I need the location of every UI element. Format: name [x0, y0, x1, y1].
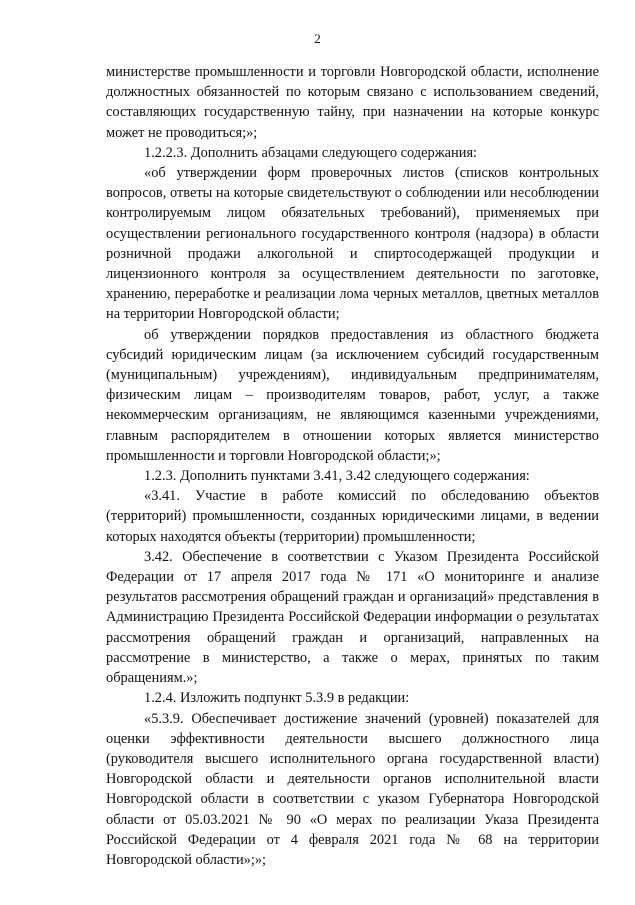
paragraph-clause-1-2-3: 1.2.3. Дополнить пунктами 3.41, 3.42 следующего содержания:: [144, 468, 530, 485]
paragraph-clause-1-2-4: 1.2.4. Изложить подпункт 5.3.9 в редакции:: [144, 690, 410, 707]
paragraph-item-5-3-9: «5.3.9. Обеспечивает достижение значений (уровней) показателей для оценки эффективности деятельности высшего должностного лица (руководителя высшего исполнительного органа государственной власти) Новгородской области и деятельности органов исполнительной власти Новгородской области в соответствии с указом Губернатора Новгородской области от 05.03.2021 № 90 «О мерах по реализации Указа Президента Российской Федерации от 4 февраля 2021 года № 68 на территории Новгородской области»;»;: [106, 710, 599, 868]
paragraph-item-3-41: «3.41. Участие в работе комиссий по обследованию объектов (территорий) промышленности, созданных юридическими лицами, в ведении которых находятся объекты (территории) промышленности;: [106, 488, 599, 545]
paragraph-item-3-42: 3.42. Обеспечение в соответствии с Указом Президента Российской Федерации от 17 апреля 2017 года № 171 «О мониторинге и анализе результатов рассмотрения обращений граждан и организаций» представления в Администрацию Президента Российской Федерации информации о результатах рассмотрения обращений граждан и организаций, направленных на рассмотрение в министерство, а также о мерах, принятых по таким обращениям.»;: [106, 548, 599, 687]
document-body: [106, 62, 599, 870]
page-number: 2: [314, 31, 321, 46]
paragraph-clause-1-2-2-3: 1.2.2.3. Дополнить абзацами следующего содержания:: [144, 144, 478, 161]
paragraph-checklist-forms: «об утверждении форм проверочных листов (списков контрольных вопросов, ответы на которые свидетельствуют о соблюдении или несоблюдении контролируемым лицом обязательных требований), применяемых при осуществлении регионального государственного контроля (надзора) в области розничной продажи алкогольной и спиртосодержащей продукции и лицензионного контроля за осуществлением деятельности по заготовке, хранению, переработке и реализации лома черных металлов, цветных металлов на территории Новгородской области;: [106, 165, 599, 323]
paragraph-continuation: министерстве промышленности и торговли Новгородской области, исполнение должностных обязанностей по которым связано с использованием сведений, составляющих государственную тайну, при назначении на которые конкурс может не проводиться;»;: [106, 64, 599, 141]
paragraph-subsidy-procedures: об утверждении порядков предоставления из областного бюджета субсидий юридическим лицам (за исключением субсидий государственным (муниципальным) учреждениям), индивидуальным предпринимателям, физическим лицам – производителям товаров, работ, услуг, а также некоммерческим организациям, не являющимся казенными учреждениями, главным распорядителем в отношении которых является министерство промышленности и торговли Новгородской области;»;: [106, 326, 599, 464]
